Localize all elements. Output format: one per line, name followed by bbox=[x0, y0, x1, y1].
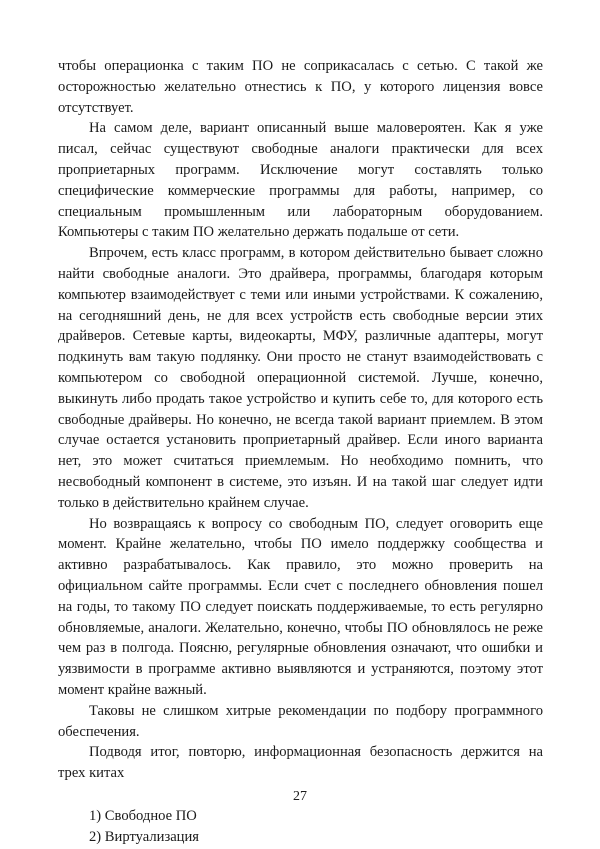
paragraph-community-support: Но возвращаясь к вопросу со свободным ПО, следует оговорить еще момент. Крайне желательно, чтобы ПО имело поддержку сообщества и активно разрабатывалось. Как правило, это можно проверить на официальном сайте программы. Если счет с последнего обновления пошел на годы, то такому ПО следует поискать поддерживаемые, то есть регулярно обновляемые, аналоги. Желательно, конечно, чтобы ПО обновлялось не реже чем раз в полгода. Поясню, регулярные обновления означают, что ошибки и уязвимости в программе активно выявляются и устраняются, поэтому этот момент крайне важный. bbox=[58, 515, 543, 698]
paragraph-recommendations: Таковы не слишком хитрые рекомендации по подбору программного обеспечения. bbox=[58, 702, 543, 740]
list-item: 1) Свободное ПО bbox=[89, 807, 197, 824]
page-body bbox=[58, 56, 543, 847]
page-number: 27 bbox=[293, 789, 307, 804]
paragraph-continuation: чтобы операционка с таким ПО не соприкасалась с сетью. С такой же осторожностью желательно отнестись к ПО, у которого лицензия вовсе отсутствует. bbox=[58, 58, 543, 116]
paragraph-summary: Подводя итог, повторю, информационная безопасность держится на трех китах bbox=[58, 744, 543, 782]
pillars-list bbox=[58, 806, 543, 848]
paragraph-alternatives-unlikely: На самом деле, вариант описанный выше маловероятен. Как я уже писал, сейчас существуют свободные аналоги практически для всех проприетарных программ. Исключение могут составлять только специфические коммерческие программы для работы, например, со специальным промышленным или лабораторным оборудованием. Компьютеры с таким ПО желательно держать подальше от сети. bbox=[58, 120, 543, 241]
list-item: 2) Виртуализация bbox=[89, 828, 200, 845]
paragraph-drivers: Впрочем, есть класс программ, в котором действительно бывает сложно найти свободные аналоги. Это драйвера, программы, благодаря которым компьютер взаимодействует с теми или иными устройствами. К сожалению, на сегодняшний день, не для всех устройств есть свободные версии этих драйверов. Сетевые карты, видеокарты, МФУ, различные адаптеры, могут подкинуть вам такую подлянку. Они просто не станут взаимодействовать с компьютером со свободной операционной системой. Лучше, конечно, выкинуть либо продать такое устройство и купить себе то, для которого есть свободные драйверы. Но конечно, не всегда такой вариант приемлем. В этом случае остается установить проприетарный драйвер. Если иного варианта нет, это может считаться приемлемым. Но необходимо помнить, что несвободный компонент в системе, это изъян. И на такой шаг следует идти только в действительно крайнем случае. bbox=[58, 245, 543, 511]
